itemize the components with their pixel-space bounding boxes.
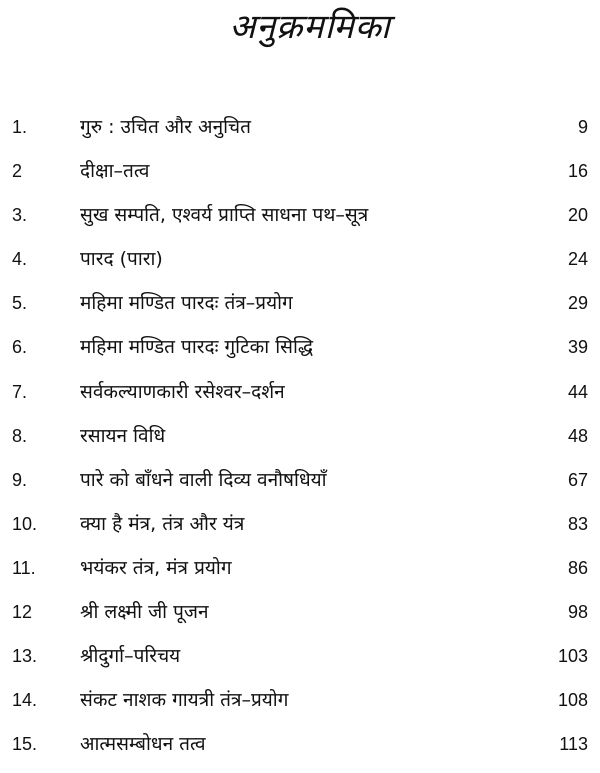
toc-entry xyxy=(0,288,600,332)
entry-number: 1. xyxy=(12,117,28,137)
entry-page-number: 108 xyxy=(557,690,588,711)
page-title: अनुक्रममिका xyxy=(229,7,391,47)
toc-entry xyxy=(0,156,600,200)
entry-title: आत्मसम्बोधन तत्व xyxy=(80,733,206,756)
entry-number: 8. xyxy=(12,425,28,446)
entry-number: 6. xyxy=(12,337,28,358)
toc-entry xyxy=(0,597,600,641)
toc-entry xyxy=(0,200,600,244)
toc-entry xyxy=(0,332,600,376)
entry-number: 15. xyxy=(12,734,38,755)
entry-number: 4. xyxy=(12,249,28,270)
toc-entry xyxy=(0,553,600,597)
entry-page-number: 48 xyxy=(567,425,588,446)
toc-entry xyxy=(0,641,600,685)
entry-number: 14. xyxy=(12,690,38,711)
entry-page-number: 9 xyxy=(577,117,588,137)
entry-title: भयंकर तंत्र, मंत्र प्रयोग xyxy=(80,556,232,579)
entry-page-number: 103 xyxy=(557,646,588,667)
entry-page-number: 83 xyxy=(567,513,588,534)
entry-title: संकट नाशक गायत्री तंत्र–प्रयोग xyxy=(80,689,289,712)
entry-number: 5. xyxy=(12,293,28,314)
entry-title: क्या है मंत्र, तंत्र और यंत्र xyxy=(80,512,245,535)
entry-number: 12 xyxy=(12,602,33,623)
entry-page-number: 113 xyxy=(559,734,588,755)
toc-entry xyxy=(0,465,600,509)
toc-entry xyxy=(0,112,600,156)
entry-title: महिमा मण्डित पारदः गुटिका सिद्धि xyxy=(80,336,314,359)
entry-title: गुरु : उचित और अनुचित xyxy=(80,116,251,138)
entry-page-number: 24 xyxy=(567,249,588,270)
entry-page-number: 98 xyxy=(567,602,588,623)
entry-page-number: 16 xyxy=(567,161,588,182)
entry-number: 3. xyxy=(12,205,28,226)
entry-page-number: 67 xyxy=(567,469,588,490)
entry-page-number: 39 xyxy=(567,337,588,358)
entry-number: 13. xyxy=(12,646,38,667)
toc-entry xyxy=(0,509,600,553)
toc-entry xyxy=(0,729,600,773)
entry-page-number: 86 xyxy=(567,557,588,578)
entry-title: श्रीदुर्गा–परिचय xyxy=(80,645,181,668)
toc-entry xyxy=(0,377,600,421)
entry-title: श्री लक्ष्मी जी पूजन xyxy=(80,601,209,624)
entry-title: पारद (पारा) xyxy=(80,248,163,271)
entry-title: सुख सम्पति, एश्वर्य प्राप्ति साधना पथ–सूत्र xyxy=(80,204,369,227)
entry-number: 10. xyxy=(12,513,38,534)
entry-page-number: 20 xyxy=(567,205,588,226)
entry-number: 2 xyxy=(12,161,23,182)
table-of-contents xyxy=(0,112,600,773)
entry-page-number: 29 xyxy=(567,293,588,314)
entry-page-number: 44 xyxy=(567,381,588,402)
entry-number: 9. xyxy=(12,469,28,490)
entry-title: पारे को बाँधने वाली दिव्य वनौषधियाँ xyxy=(80,468,327,491)
toc-entry xyxy=(0,421,600,465)
entry-number: 7. xyxy=(12,381,28,402)
entry-title: दीक्षा–तत्व xyxy=(80,160,150,183)
entry-title: महिमा मण्डित पारदः तंत्र–प्रयोग xyxy=(80,292,293,315)
entry-number: 11. xyxy=(12,557,36,578)
entry-title: सर्वकल्याणकारी रसेश्वर–दर्शन xyxy=(80,380,285,403)
toc-entry xyxy=(0,244,600,288)
entry-title: रसायन विधि xyxy=(80,424,166,447)
toc-entry xyxy=(0,685,600,729)
